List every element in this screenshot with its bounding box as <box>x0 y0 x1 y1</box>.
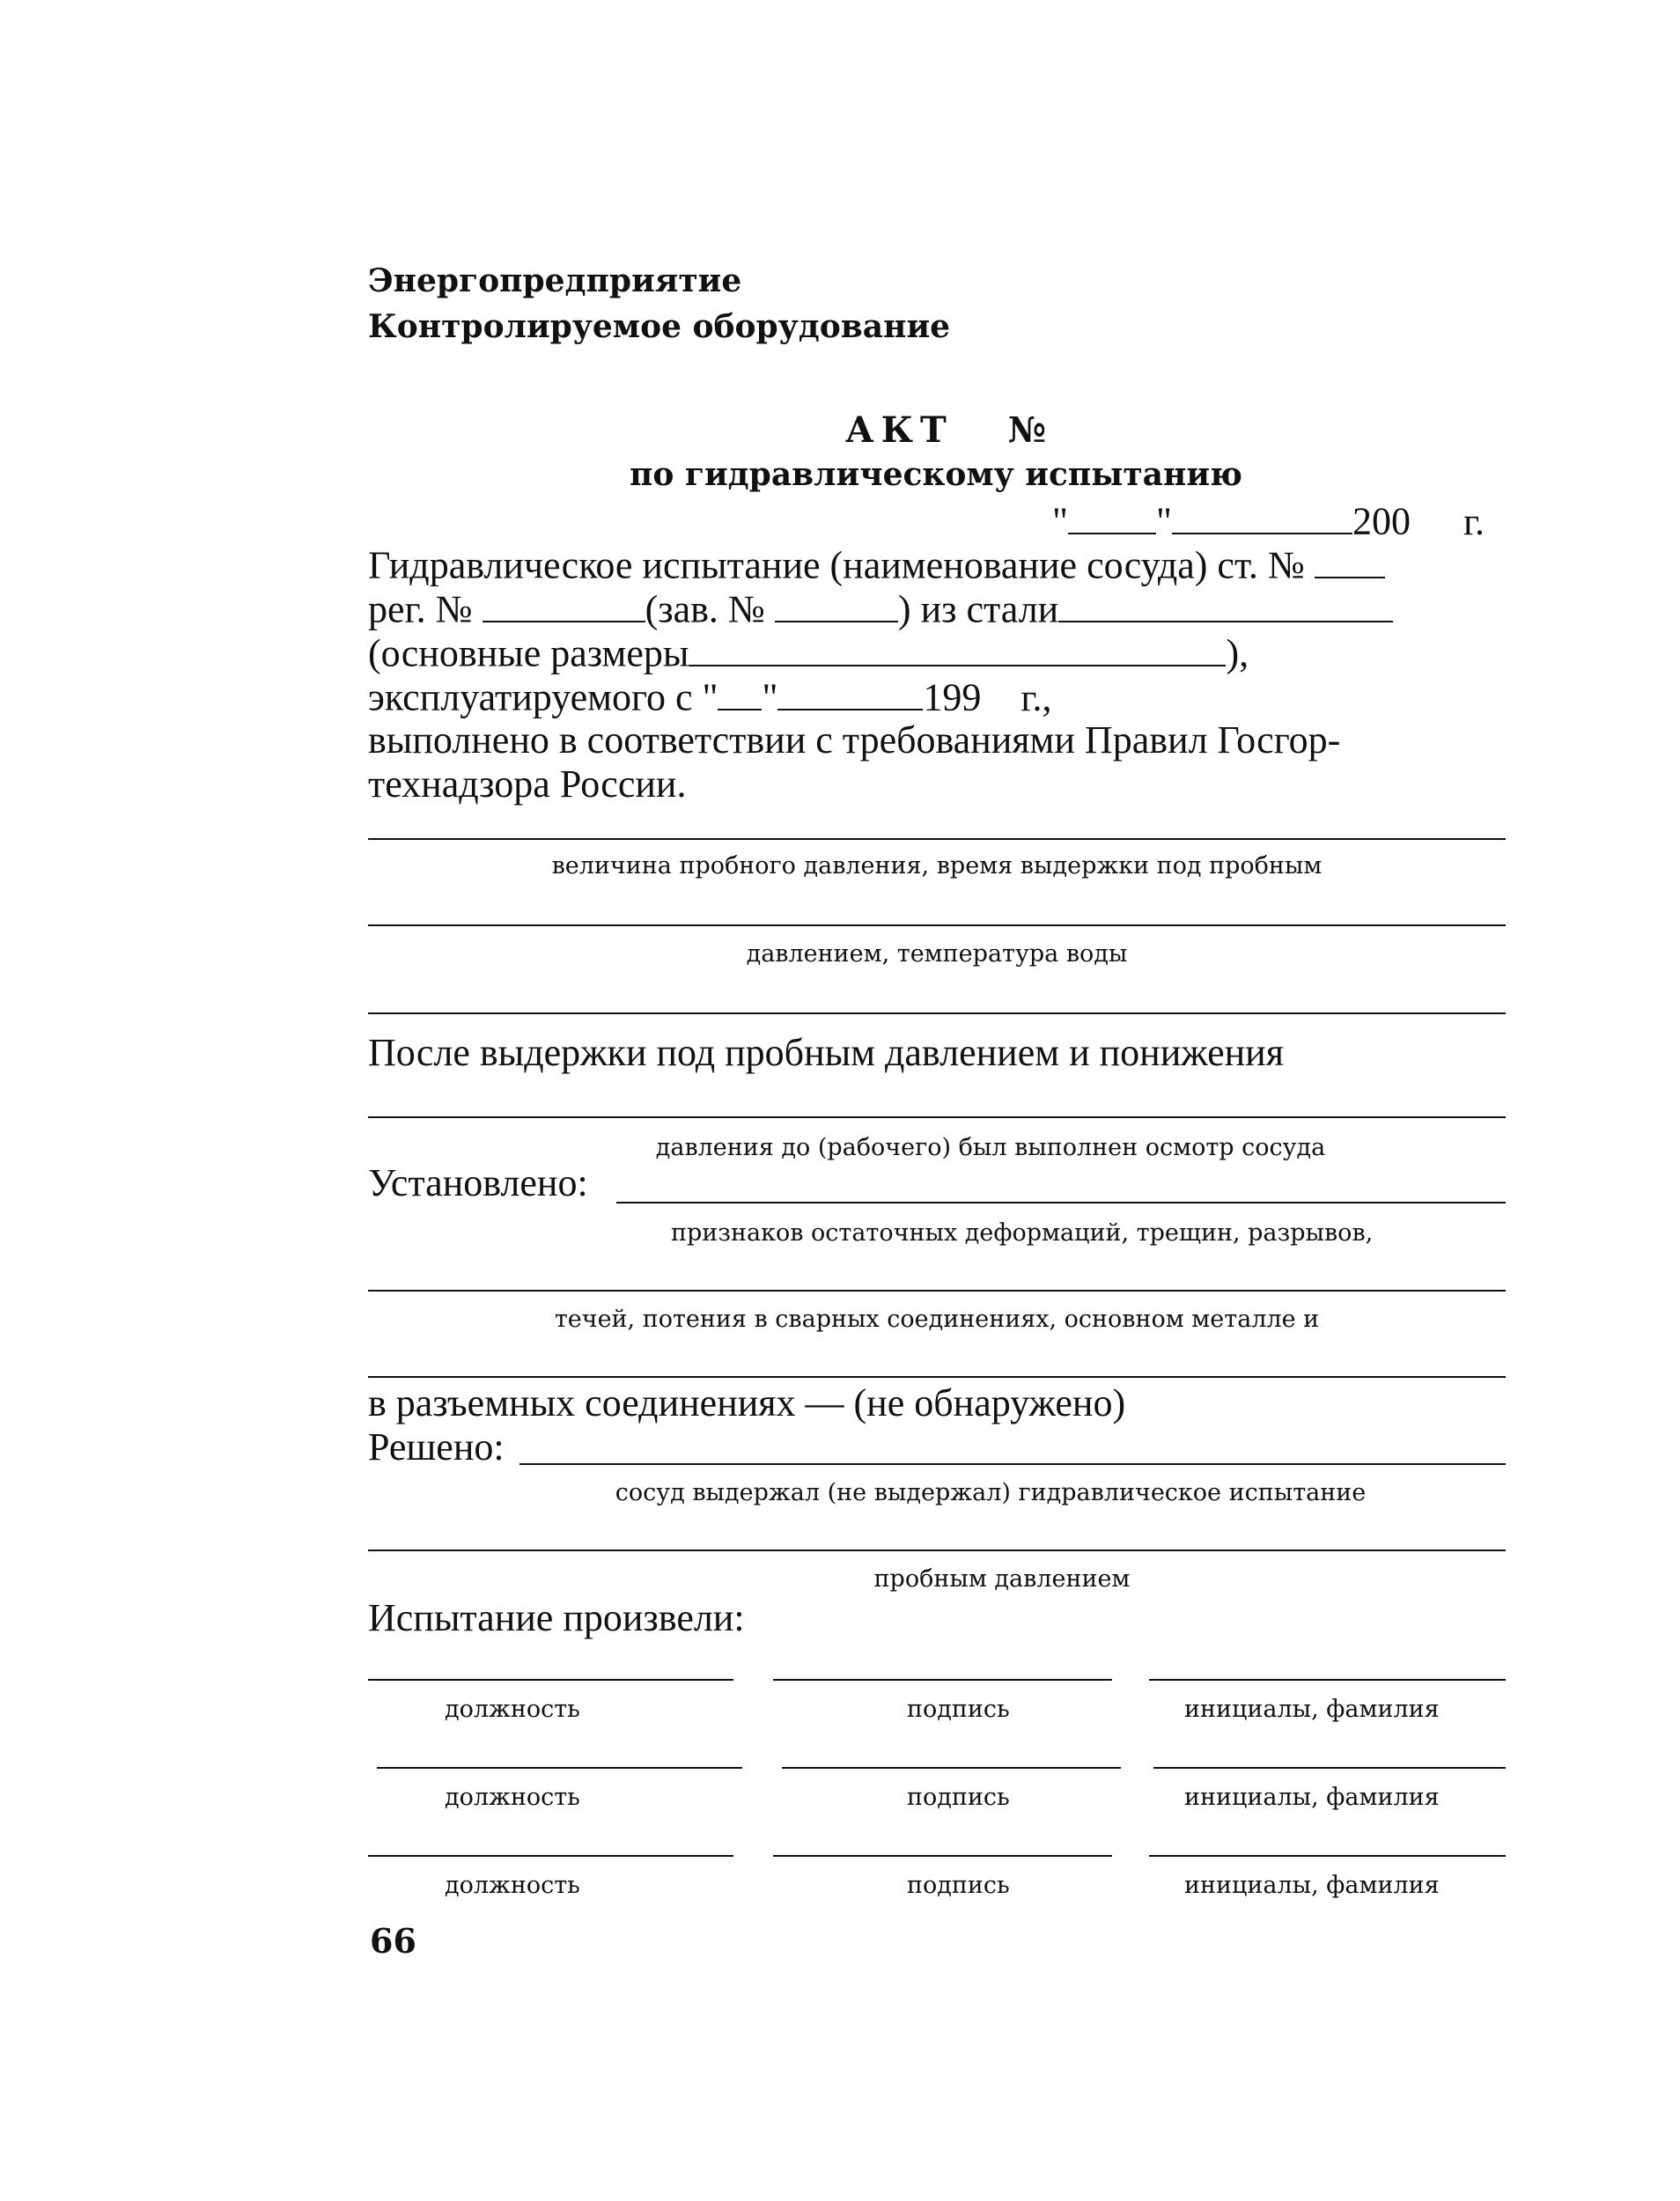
operated-month-blank[interactable] <box>777 674 923 710</box>
leaks-caption: течей, потения в сварных соединениях, основном металле и <box>554 1306 1320 1333</box>
name-caption: инициалы, фамилия <box>1184 1696 1440 1723</box>
factory-number-label: (зав. № <box>645 587 765 631</box>
body-line-2 <box>368 585 1393 632</box>
enterprise-label: Энергопредприятие <box>368 262 742 299</box>
position-caption: должность <box>445 1872 580 1899</box>
body-line-5: выполнено в соответствии с требованиями Правил Госгор- <box>368 718 1341 762</box>
act-number-sign: № <box>1007 409 1047 451</box>
dimensions-label: (основные размеры <box>368 631 689 675</box>
signature-caption: подпись <box>907 1696 1010 1723</box>
operated-quote-close: " <box>762 675 778 719</box>
inspection-line[interactable] <box>368 1116 1506 1118</box>
act-subtitle: по гидравлическому испытанию <box>630 456 1242 493</box>
position-line[interactable] <box>368 1679 733 1681</box>
equipment-label: Контролируемое оборудование <box>368 308 951 345</box>
reg-number-blank[interactable] <box>483 585 645 622</box>
decided-label: Решено: <box>368 1425 505 1469</box>
decided-line[interactable] <box>519 1463 1506 1465</box>
vessel-test-text: Гидравлическое испытание (наименование сосуда) ст. № <box>368 543 1305 587</box>
pressure-caption-1: величина пробного давления, время выдержки под пробным <box>551 852 1323 880</box>
body-line-1 <box>368 541 1385 588</box>
body-line-3 <box>368 629 1249 676</box>
name-caption: инициалы, фамилия <box>1184 1872 1440 1899</box>
position-line[interactable] <box>377 1767 742 1769</box>
test-pressure-caption: пробным давлением <box>873 1565 1131 1593</box>
date-year: 200 <box>1352 499 1411 543</box>
date-year-unit: г. <box>1463 499 1485 543</box>
withstood-caption: сосуд выдержал (не выдержал) гидравлическое испытание <box>615 1479 1367 1506</box>
position-caption: должность <box>445 1696 580 1723</box>
after-holding-text: После выдержки под пробным давлением и понижения <box>368 1031 1284 1074</box>
pressure-line-1[interactable] <box>368 838 1506 840</box>
month-blank[interactable] <box>1172 497 1352 534</box>
body-line-4 <box>368 674 1052 720</box>
date-line <box>1052 497 1485 544</box>
signs-caption: признаков остаточных деформаций, трещин, разрывов, <box>671 1219 1374 1247</box>
inspection-caption: давления до (рабочего) был выполнен осмотр сосуда <box>655 1134 1326 1161</box>
station-number-blank[interactable] <box>1315 541 1385 578</box>
operated-year-unit: г., <box>1021 675 1052 719</box>
reg-number-label: рег. № <box>368 587 473 631</box>
pressure-caption-2: давлением, температура воды <box>746 940 1128 968</box>
date-quote-close: " <box>1155 499 1172 543</box>
signature-caption: подпись <box>907 1784 1010 1811</box>
act-title <box>845 409 1046 451</box>
body-line-6: технадзора России. <box>368 762 687 806</box>
steel-blank[interactable] <box>1058 585 1393 622</box>
signature-line[interactable] <box>782 1767 1121 1769</box>
name-line[interactable] <box>1153 1767 1506 1769</box>
dimensions-blank[interactable] <box>689 629 1226 666</box>
position-line[interactable] <box>368 1855 733 1857</box>
signature-line[interactable] <box>773 1855 1112 1857</box>
date-quote-open: " <box>1052 499 1068 543</box>
pressure-line-3[interactable] <box>368 1012 1506 1014</box>
detachable-line[interactable] <box>368 1376 1506 1378</box>
performed-label: Испытание произвели: <box>368 1596 745 1639</box>
name-line[interactable] <box>1149 1679 1506 1681</box>
name-line[interactable] <box>1149 1855 1506 1857</box>
pressure-line-2[interactable] <box>368 924 1506 926</box>
position-caption: должность <box>445 1784 580 1811</box>
established-label: Установлено: <box>368 1161 588 1204</box>
factory-number-blank[interactable] <box>775 585 898 622</box>
test-pressure-line[interactable] <box>368 1550 1506 1551</box>
leaks-line[interactable] <box>368 1290 1506 1292</box>
operated-year: 199 <box>923 675 982 719</box>
signature-line[interactable] <box>773 1679 1112 1681</box>
day-blank[interactable] <box>1068 497 1156 534</box>
dimensions-close: ), <box>1226 631 1249 675</box>
page-number: 66 <box>370 1921 416 1961</box>
operated-since-label: эксплуатируемого с " <box>368 675 718 719</box>
established-line[interactable] <box>616 1202 1506 1204</box>
steel-label: ) из стали <box>897 587 1059 631</box>
operated-day-blank[interactable] <box>718 674 762 710</box>
name-caption: инициалы, фамилия <box>1184 1784 1440 1811</box>
signature-caption: подпись <box>907 1872 1010 1899</box>
act-word: АКТ <box>845 409 954 451</box>
detachable-text: в разъемных соединениях — (не обнаружено) <box>368 1381 1126 1424</box>
